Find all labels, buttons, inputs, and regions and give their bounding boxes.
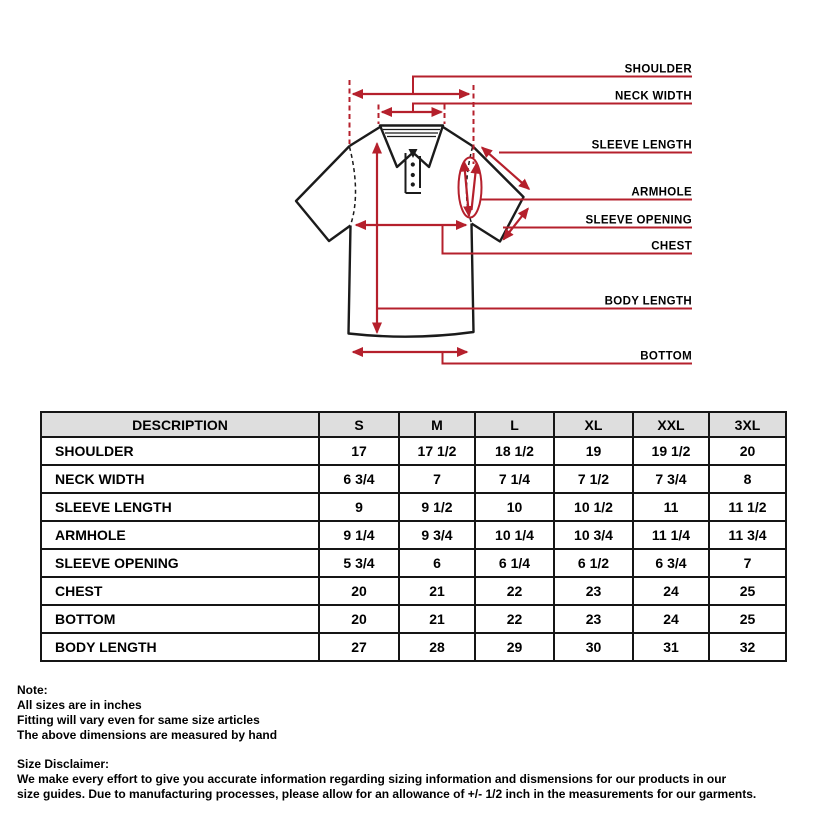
column-header: XXL [633,412,709,437]
polo-measurement-diagram [0,0,825,400]
disclaimer-section [17,757,817,802]
size-value: 21 [399,577,475,605]
table-row [41,493,786,521]
size-value: 9 1/2 [399,493,475,521]
size-value: 9 3/4 [399,521,475,549]
left-armhole-seam [350,147,356,225]
size-value: 17 1/2 [399,437,475,465]
note-section [17,683,817,743]
size-value: 6 [399,549,475,577]
table-row [41,605,786,633]
measurement-labels [585,64,692,363]
size-chart-table [40,411,787,662]
size-value: 9 1/4 [319,521,399,549]
size-value: 10 [475,493,554,521]
size-value: 11 [633,493,709,521]
size-value: 30 [554,633,633,661]
size-value: 10 1/4 [475,521,554,549]
size-value: 10 1/2 [554,493,633,521]
size-value: 11 1/4 [633,521,709,549]
shirt-body [349,224,474,337]
column-header: XL [554,412,633,437]
size-value: 24 [633,577,709,605]
size-value: 28 [399,633,475,661]
table-row [41,577,786,605]
label-bottom: BOTTOM [640,350,692,363]
label-armhole: ARMHOLE [631,186,692,199]
table-row [41,437,786,465]
right-shoulder-seam [443,127,473,146]
row-label: BODY LENGTH [41,633,319,661]
column-header: M [399,412,475,437]
row-label: CHEST [41,577,319,605]
label-chest: CHEST [651,240,692,253]
row-label: ARMHOLE [41,521,319,549]
size-value: 22 [475,577,554,605]
disclaimer-line: size guides. Due to manufacturing processes, please allow for an allowance of +/- 1/2 inch in the measurements for our garments. [17,787,757,801]
size-value: 29 [475,633,554,661]
disclaimer-title: Size Disclaimer: [17,757,110,771]
size-value: 18 1/2 [475,437,554,465]
placket-buttons [411,162,415,186]
table-row [41,521,786,549]
row-label: BOTTOM [41,605,319,633]
neck-width-leader [413,104,692,113]
size-value: 19 [554,437,633,465]
column-header: L [475,412,554,437]
size-value: 20 [319,577,399,605]
label-sleeve-length: SLEEVE LENGTH [591,139,692,152]
size-value: 11 1/2 [709,493,786,521]
size-value: 24 [633,605,709,633]
notes-area [17,683,817,802]
size-value: 20 [709,437,786,465]
table-header-row [41,412,786,437]
column-header: 3XL [709,412,786,437]
note-title: Note: [17,683,48,697]
row-label: SLEEVE LENGTH [41,493,319,521]
size-value: 27 [319,633,399,661]
row-label: SHOULDER [41,437,319,465]
column-header: S [319,412,399,437]
size-value: 5 3/4 [319,549,399,577]
left-sleeve [296,146,351,241]
table-row [41,633,786,661]
size-value: 7 1/4 [475,465,554,493]
size-value: 25 [709,605,786,633]
note-line: Fitting will vary even for same size articles [17,713,260,727]
table-row [41,465,786,493]
row-label: NECK WIDTH [41,465,319,493]
size-value: 6 3/4 [633,549,709,577]
size-value: 22 [475,605,554,633]
note-line: The above dimensions are measured by hand [17,728,278,742]
label-shoulder: SHOULDER [624,63,692,76]
table-row [41,549,786,577]
label-sleeve-opening: SLEEVE OPENING [585,214,692,227]
label-neck-width: NECK WIDTH [615,90,692,103]
size-value: 23 [554,577,633,605]
size-value: 8 [709,465,786,493]
collar [380,126,443,168]
size-value: 7 [709,549,786,577]
label-body-length: BODY LENGTH [604,295,692,308]
size-value: 31 [633,633,709,661]
size-value: 6 3/4 [319,465,399,493]
size-value: 19 1/2 [633,437,709,465]
size-value: 7 3/4 [633,465,709,493]
disclaimer-line: We make every effort to give you accurate information regarding sizing information and dismensions for our products in our [17,772,727,786]
size-value: 17 [319,437,399,465]
size-value: 25 [709,577,786,605]
size-value: 10 3/4 [554,521,633,549]
size-value: 32 [709,633,786,661]
size-value: 20 [319,605,399,633]
size-value: 11 3/4 [709,521,786,549]
column-header: DESCRIPTION [41,412,319,437]
size-value: 7 [399,465,475,493]
size-value: 9 [319,493,399,521]
size-value: 21 [399,605,475,633]
size-value: 6 1/2 [554,549,633,577]
polo-shirt-illustration [296,126,524,337]
left-shoulder-seam [350,127,381,146]
size-value: 6 1/4 [475,549,554,577]
size-value: 7 1/2 [554,465,633,493]
note-line: All sizes are in inches [17,698,142,712]
size-value: 23 [554,605,633,633]
row-label: SLEEVE OPENING [41,549,319,577]
